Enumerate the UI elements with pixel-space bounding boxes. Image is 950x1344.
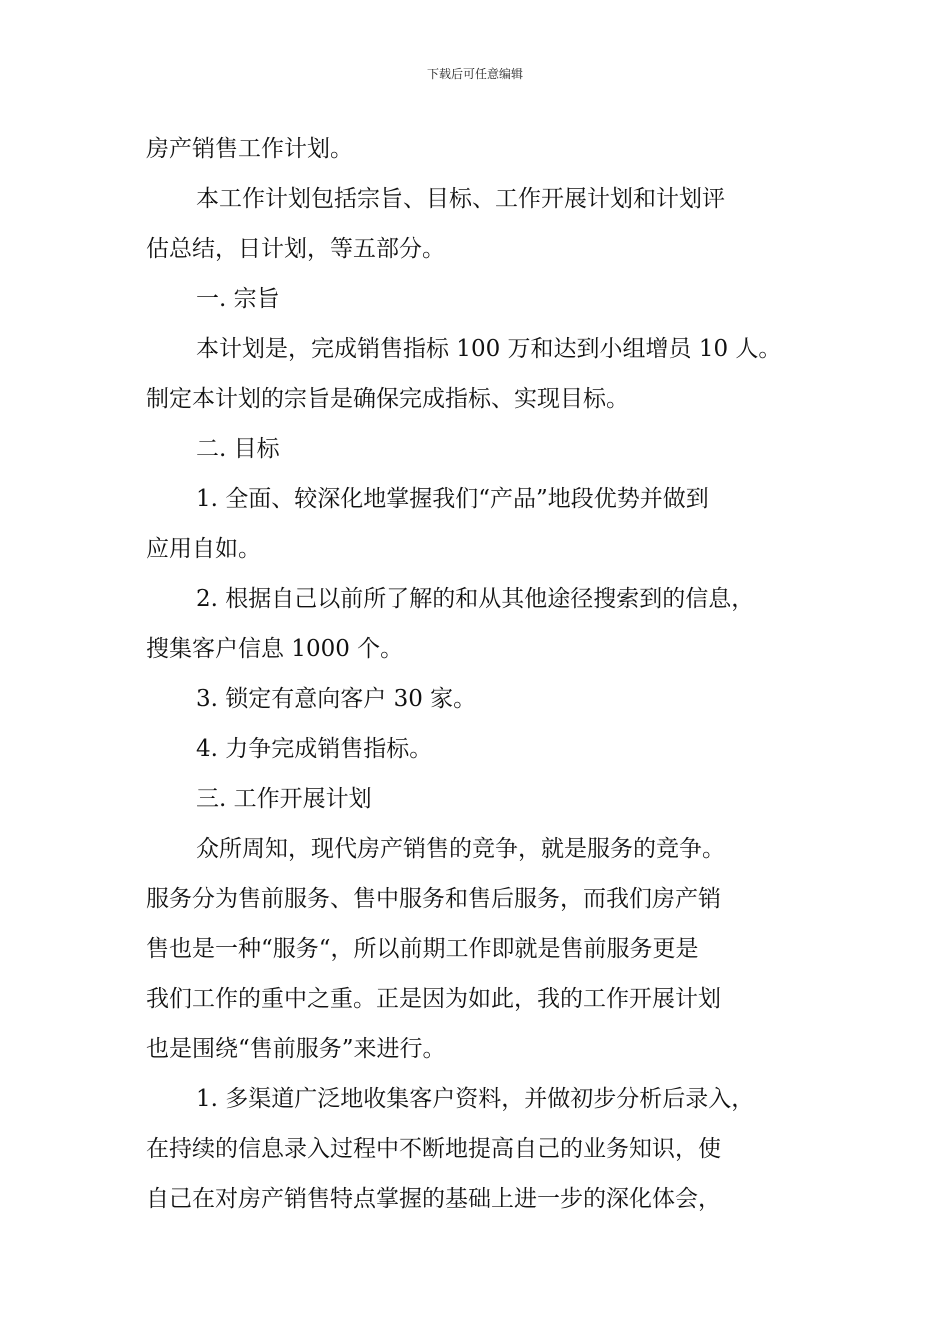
document-body [146,124,818,1224]
paragraph-line: 房产销售工作计划。 [146,136,353,162]
paragraph-line: 制定本计划的宗旨是确保完成指标、实现目标。 [146,386,629,412]
paragraph-line: 4. 力争完成销售指标。 [196,736,433,762]
paragraph-line: 3. 锁定有意向客户 30 家。 [196,686,477,712]
section-heading: 三. 工作开展计划 [196,786,372,812]
paragraph-line: 搜集客户信息 1000 个。 [146,636,404,662]
paragraph-line: 估总结，日计划，等五部分。 [146,236,445,262]
paragraph-line: 自己在对房产销售特点掌握的基础上进一步的深化体会， [146,1186,721,1212]
paragraph-line: 服务分为售前服务、售中服务和售后服务，而我们房产销 [146,886,721,912]
paragraph-line: 本计划是，完成销售指标 100 万和达到小组增员 10 人。 [196,336,782,362]
paragraph-line: 2. 根据自己以前所了解的和从其他途径搜索到的信息， [196,586,755,612]
paragraph-line: 本工作计划包括宗旨、目标、工作开展计划和计划评 [196,186,725,212]
paragraph-line: 众所周知，现代房产销售的竞争，就是服务的竞争。 [196,836,725,862]
paragraph-line: 我们工作的重中之重。正是因为如此，我的工作开展计划 [146,986,721,1012]
paragraph-line: 在持续的信息录入过程中不断地提高自己的业务知识，使 [146,1136,721,1162]
paragraph-line: 1. 全面、较深化地掌握我们“产品”地段优势并做到 [196,486,709,512]
section-heading: 一. 宗旨 [196,286,280,312]
paragraph-line: 也是围绕“售前服务”来进行。 [146,1036,446,1062]
paragraph-line: 售也是一种“服务“，所以前期工作即就是售前服务更是 [146,936,699,962]
section-heading: 二. 目标 [196,436,280,462]
paragraph-line: 1. 多渠道广泛地收集客户资料，并做初步分析后录入， [196,1086,755,1112]
paragraph-line: 应用自如。 [146,536,261,562]
page-header: 下载后可任意编辑 [426,67,523,81]
